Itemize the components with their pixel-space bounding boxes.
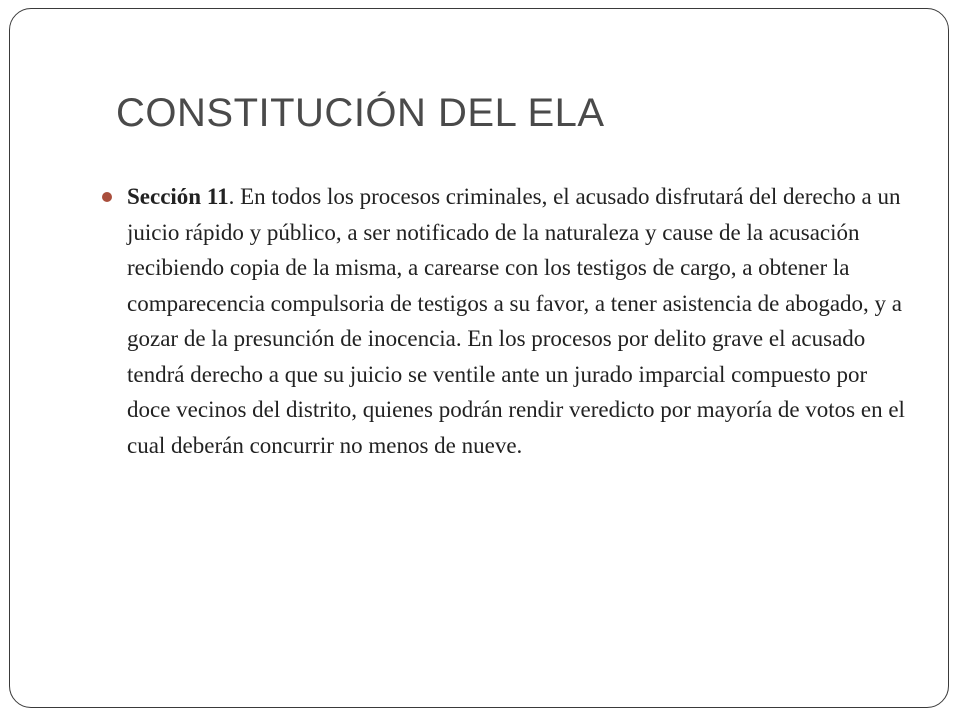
- bullet-dot-icon: [102, 192, 112, 202]
- slide-title: CONSTITUCIÓN DEL ELA: [116, 91, 605, 135]
- bullet-text: [127, 179, 907, 463]
- section-body: . En todos los procesos criminales, el acusado disfrutará del derecho a un juicio rápido y público, a ser notificado de la naturaleza y cause de la acusación recibiendo copia de la misma, a carearse con los testigos de cargo, a obtener la comparecencia compulsoria de testigos a su favor, a tener asistencia de abogado, y a gozar de la presunción de inocencia. En los procesos por delito grave el acusado tendrá derecho a que su juicio se ventile ante un jurado imparcial compuesto por doce vecinos del distrito, quienes podrán rendir veredicto por mayoría de votos en el cual deberán concurrir no menos de nueve.: [127, 184, 905, 458]
- slide: [9, 8, 949, 708]
- section-heading: Sección 11: [127, 184, 229, 209]
